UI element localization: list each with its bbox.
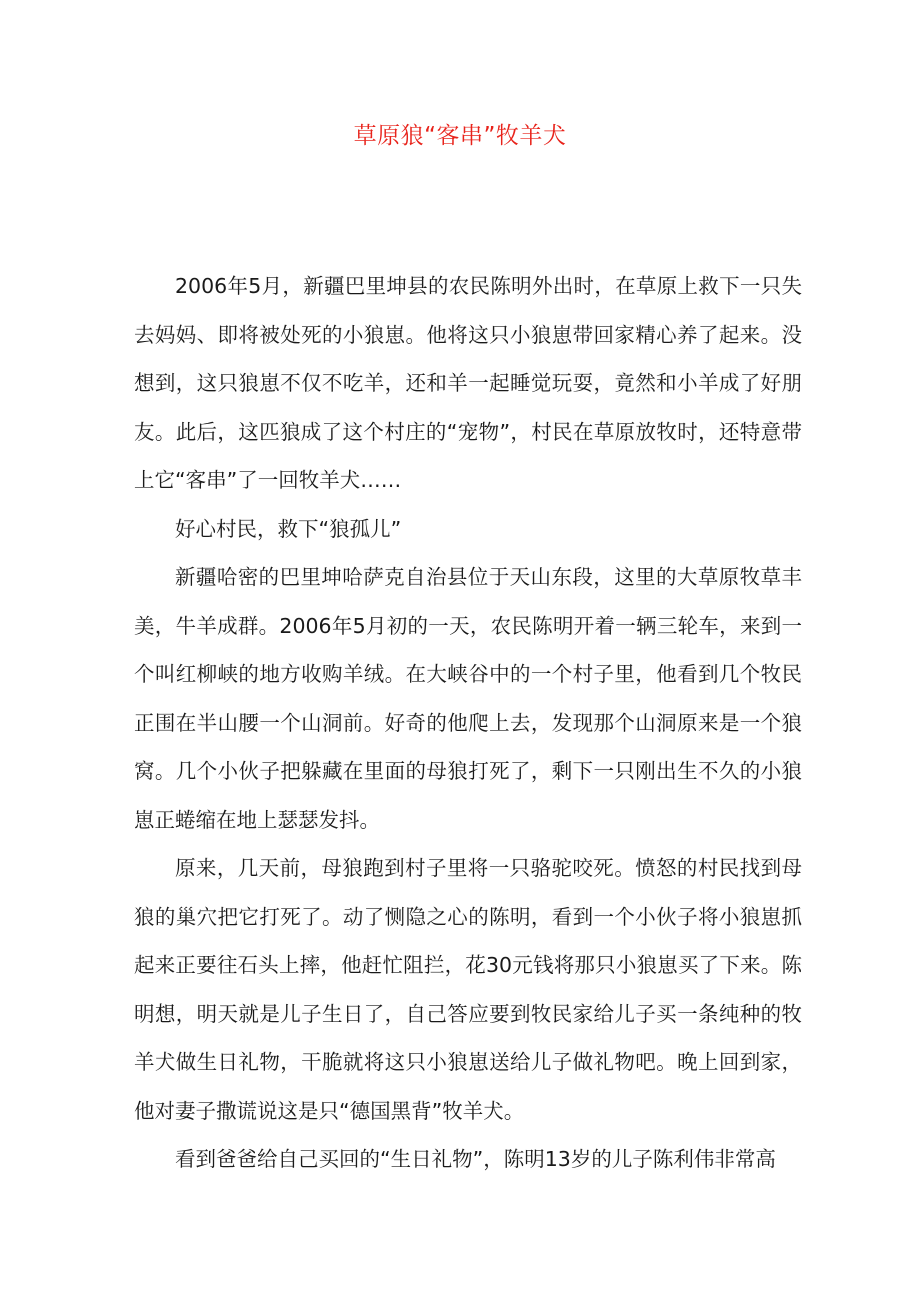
paragraph-rescue: 原来，几天前，母狼跑到村子里将一只骆驼咬死。愤怒的村民找到母狼的巢穴把它打死了。动了恻隐之心的陈明，看到一个小伙子将小狼崽抓起来正要往石头上摔，他赶忙阻拦，花30元钱将那只小狼崽买了下来。陈明想，明天就是儿子生日了，自己答应要到牧民家给儿子买一条纯种的牧羊犬做生日礼物，干脆就将这只小狼崽送给儿子做礼物吧。晚上回到家，他对妻子撒谎说这是只“德国黑背”牧羊犬。 — [134, 856, 802, 1123]
paragraph-background: 新疆哈密的巴里坤哈萨克自治县位于天山东段，这里的大草原牧草丰美，牛羊成群。2006年5月初的一天，农民陈明开着一辆三轮车，来到一个叫红柳峡的地方收购羊绒。在大峡谷中的一个村子里，他看到几个牧民正围在半山腰一个山洞前。好奇的他爬上去，发现那个山洞原来是一个狼窝。几个小伙子把躲藏在里面的母狼打死了，剩下一只刚出生不久的小狼崽正蜷缩在地上瑟瑟发抖。 — [134, 565, 802, 832]
document-body — [134, 262, 802, 1184]
paragraph-birthday: 看到爸爸给自己买回的“生日礼物”，陈明13岁的儿子陈利伟非常高 — [175, 1147, 776, 1171]
section-heading: 好心村民，救下“狼孤儿” — [175, 516, 402, 541]
document-title: 草原狼“客串”牧羊犬 — [353, 123, 567, 149]
paragraph-intro: 2006年5月，新疆巴里坤县的农民陈明外出时，在草原上救下一只失去妈妈、即将被处死的小狼崽。他将这只小狼崽带回家精心养了起来。没想到，这只狼崽不仅不吃羊，还和羊一起睡觉玩耍，竟然和小羊成了好朋友。此后，这匹狼成了这个村庄的“宠物”，村民在草原放牧时，还特意带上它“客串”了一回牧羊犬…… — [134, 274, 802, 492]
